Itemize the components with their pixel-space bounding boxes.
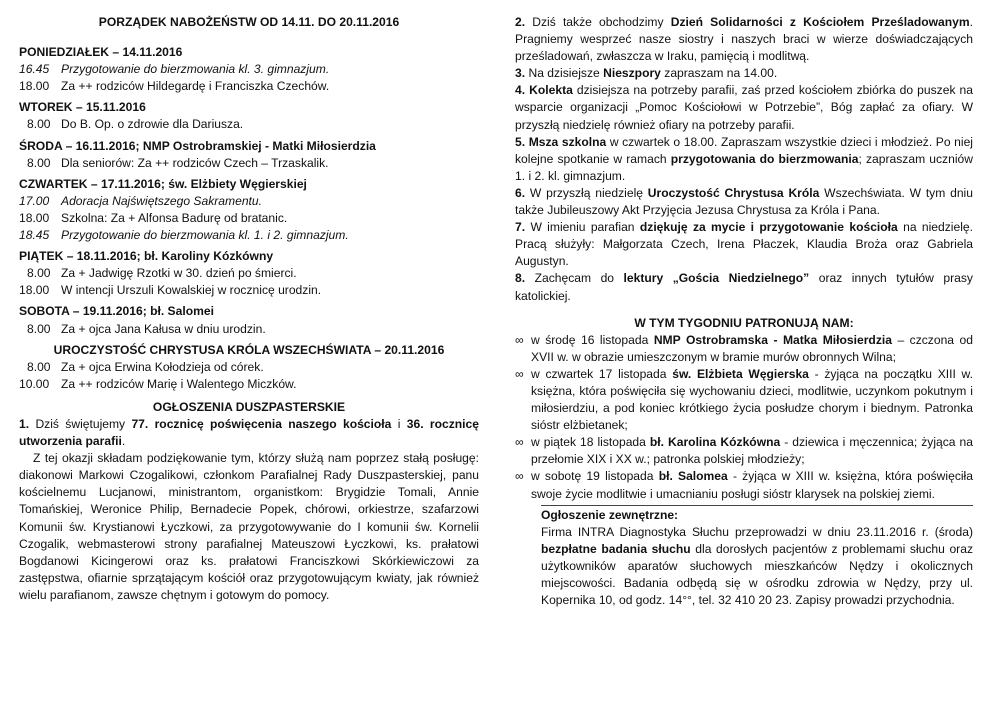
mass-entry: 8.00 Za + ojca Jana Kałusa w dniu urodzin.	[27, 321, 266, 336]
infinity-icon: ∞	[515, 332, 524, 347]
announcement-6: 6. W przyszłą niedzielę Uroczystość Chrystusa Króla Wszechświata. W tym dniu także Jubileuszowy Akt Przyjęcia Jezusa Chrystusa za Króla i Pana.	[515, 185, 973, 218]
day-header: PONIEDZIAŁEK – 14.11.2016	[19, 45, 183, 60]
mass-entry: 8.00 Za + Jadwigę Rzotki w 30. dzień po śmierci.	[27, 266, 297, 281]
patron-item: ∞ w czwartek 17 listopada św. Elżbieta Węgierska - żyjąca na początku XIII w. księżna, która poświęciła się wychowaniu dzieci, modlitwie, uczynkom pokutnym i miłosierdziu, a pod koniec krótkiego życia posłudze chorym i biednym. Patronka sióstr elżbietanek;	[515, 366, 973, 434]
day-header: UROCZYSTOŚĆ CHRYSTUSA KRÓLA WSZECHŚWIATA – 20.11.2016	[53, 342, 445, 357]
day-tuesday	[19, 99, 479, 133]
day-header: WTOREK – 15.11.2016	[19, 100, 146, 115]
patron-item: ∞ w sobotę 19 listopada bł. Salomea - żyjąca w XIII w. księżna, która poświęciła swoje życie modlitwie i umacnianiu posługi sióstr klarysek na polskiej ziemi.	[515, 468, 973, 502]
external-body: Firma INTRA Diagnostyka Słuchu przeprowadzi w dniu 23.11.2016 r. (środa) bezpłatne badania słuchu dla dorosłych pacjentów z problemami słuchu oraz użytkowników aparatów słuchowych mieszkańców Nędzy i okolicznych miejscowości. Badania odbędą się w ośrodku zdrowia w Nędzy, przy ul. Kopernika 10, od godz. 14°°, tel. 32 410 20 23. Zapisy prowadzi przychodnia.	[541, 524, 973, 608]
mass-entry: 18.00 Za ++ rodziców Hildegardę i Franciszka Czechów.	[19, 79, 330, 94]
infinity-icon: ∞	[515, 435, 524, 450]
day-friday	[19, 248, 479, 299]
day-sunday	[19, 342, 479, 393]
left-column	[19, 14, 479, 604]
mass-entry: 8.00 Do B. Op. o zdrowie dla Dariusza.	[27, 117, 244, 132]
announcement-1-body: Z tej okazji składam podziękowanie tym, którzy służą nam poprzez stałą posługę: diakonowi Markowi Czogalikowi, członkom Parafialnej Rady Duszpasterskiej, panu kościelnemu Lucjanowi, ministrantom, organistkom: Brygidzie Tomali, Annie Tomańskiej, Weronice Philip, Bernadecie Popek, chórowi, orkiestrze, szafarzowi Komunii św. Krystianowi Łyczkowi, za przygotowywanie do I komunii św. Kornelii Czogalik, webmasterowi strony parafialnej Mateuszowi Łyczkowi, ks. prałatowi Bogdanowi Kicingerowi oraz ks. prałatowi Franciszkowi Skórkiewiczowi za zastępstwa, ofiarnie sprzątającym kościół oraz przygotowującym kwiaty, jak również wielu parafianom, zawsze chętnym i gotowym do pomocy.	[19, 451, 479, 602]
day-header: CZWARTEK – 17.11.2016; św. Elżbiety Węgierskiej	[19, 176, 307, 191]
patron-item: ∞ w piątek 18 listopada bł. Karolina Kózkówna - dziewica i męczennica; żyjąca na przełomie XIX i XX w.; patronka polskiej młodzieży;	[515, 434, 973, 468]
infinity-icon: ∞	[515, 366, 524, 381]
announcement-4: 4. Kolekta dzisiejsza na potrzeby parafii, zaś przed kościołem zbiórka do puszek na wsparcie organizacji „Pomoc Kościołowi w Potrzebie”, Bóg zapłać za ofiary. W przyszłą niedzielę również ofiary na potrzeby parafii.	[515, 83, 973, 132]
announcement-8: 8. Zachęcam do lektury „Gościa Niedzielnego” oraz innych tytułów prasy katolickiej.	[515, 271, 973, 303]
announcement-2: 2. Dziś także obchodzimy Dzień Solidarności z Kościołem Prześladowanym. Pragniemy wesprzeć nasze siostry i naszych braci w wierze doświadczających prześladowań, zwłaszcza w Iraku, pamięcią i modlitwą.	[515, 15, 973, 64]
mass-entry: 18.00 Szkolna: Za + Alfonsa Badurę od bratanic.	[19, 210, 288, 225]
day-header: PIĄTEK – 18.11.2016; bł. Karoliny Kózkówny	[19, 249, 274, 264]
announcement-3: 3. Na dzisiejsze Nieszpory zapraszam na 14.00.	[515, 66, 778, 81]
mass-entry: 8.00 Za + ojca Erwina Kołodzieja od córek.	[27, 359, 264, 374]
external-notice	[541, 505, 973, 610]
day-thursday	[19, 176, 479, 244]
right-column	[515, 14, 973, 609]
announcement-1: 1. Dziś świętujemy 77. rocznicę poświęcenia naszego kościoła i 36. rocznicę utworzenia parafii.	[19, 416, 479, 449]
mass-entry: 18.45 Przygotowanie do bierzmowania kl. 1. i 2. gimnazjum.	[19, 228, 349, 243]
day-header: ŚRODA – 16.11.2016; NMP Ostrobramskiej - Matki Miłosierdzia	[19, 138, 376, 153]
announcements-title: OGŁOSZENIA DUSZPASTERSKIE	[152, 399, 346, 414]
mass-entry: 16.45 Przygotowanie do bierzmowania kl. 3. gimnazjum.	[19, 62, 330, 77]
day-saturday	[19, 303, 479, 337]
mass-entry: 18.00 W intencji Urszuli Kowalskiej w rocznicę urodzin.	[19, 283, 322, 298]
infinity-icon: ∞	[515, 469, 524, 484]
mass-entry: 17.00 Adoracja Najświętszego Sakramentu.	[19, 193, 262, 208]
day-monday	[19, 44, 479, 95]
external-title: Ogłoszenie zewnętrzne:	[541, 507, 679, 522]
announcement-7: 7. W imieniu parafian dziękuję za mycie i przygotowanie kościoła na niedzielę. Pracą służyły: Małgorzata Czech, Irena Płaczek, Klaudia Broża oraz Gabriela Augustyn.	[515, 220, 973, 269]
schedule-title: PORZĄDEK NABOŻEŃSTW OD 14.11. DO 20.11.2016	[98, 15, 400, 29]
day-wednesday	[19, 138, 479, 172]
mass-entry: 8.00 Dla seniorów: Za ++ rodziców Czech – Trzaskalik.	[27, 155, 329, 170]
day-header: SOBOTA – 19.11.2016; bł. Salomei	[19, 304, 214, 319]
mass-entry: 10.00 Za ++ rodziców Marię i Walentego Miczków.	[19, 376, 297, 391]
patron-item: ∞ w środę 16 listopada NMP Ostrobramska - Matka Miłosierdzia – czczona od XVII w. w obrazie umieszczonym w bramie murów obronnych Wilna;	[515, 332, 973, 366]
patrons-title: W TYM TYGODNIU PATRONUJĄ NAM:	[634, 315, 854, 330]
announcement-5: 5. Msza szkolna w czwartek o 18.00. Zapraszam wszystkie dzieci i młodzież. Po niej kolejne spotkanie w ramach przygotowania do bierzmowania; zapraszam uczniów 1. i 2. kl. gimnazjum.	[515, 134, 973, 183]
